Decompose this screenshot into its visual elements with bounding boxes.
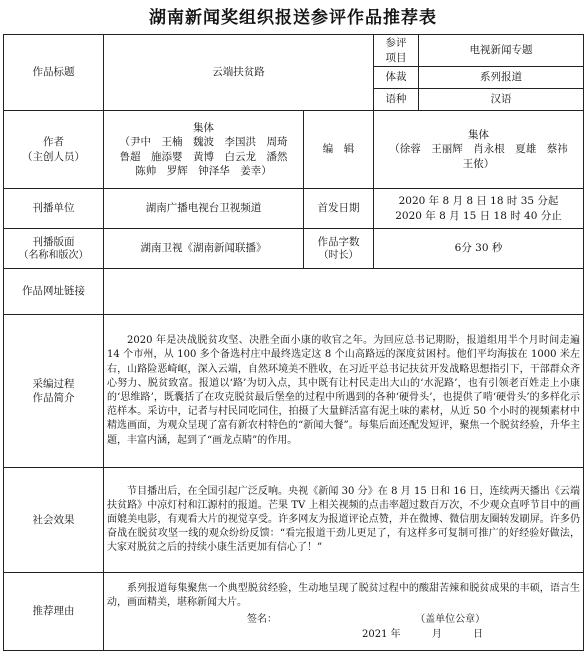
signature-block bbox=[107, 613, 580, 641]
editor-value-cell bbox=[374, 111, 584, 189]
effect-label: 社会效果 bbox=[4, 468, 104, 573]
entry-item-label: 参评 项目 bbox=[374, 35, 419, 67]
genre-label: 体裁 bbox=[374, 67, 419, 89]
process-text: 2020 年是决战脱贫攻坚、决胜全面小康的收官之年。为回应总书记期盼，报道组用半个月时间走遍 14 个市州，从 100 多个备选村庄中最终选定这 8 个山高路远的深度贫困村。他们平均海拔在 1000 米左右，山路险恶崎岖，深入云端，自然环境美不胜收，在习近平总书记扶贫开发战略思想指引下，干部群众齐心努力、脱贫致富。报道以‘路’为切入点，其中既有让村民走出大山的‘水泥路’，也有引领老百姓走上小康的‘思维路’，既囊括了在攻克脱贫最后堡垒的过程中所遇到的各种‘硬骨头’，也提供了啃‘硬骨头’的多样化示范样本。采访中，记者与村民同吃同住，拍摄了大量鲜活富有泥土味的素材，从近 50 个小时的视频素材中精选画面，为观众呈现了富有新农村特色的“新闻大餐”。每集后面还配发短评，聚焦一个脱贫经验，升华主题，丰富内涵，起到了“画龙点睛”的作用。 bbox=[107, 335, 580, 446]
entry-item-value: 电视新闻专题 bbox=[419, 35, 584, 67]
sign-label: 签名： bbox=[247, 614, 277, 626]
recommendation-form bbox=[3, 34, 584, 651]
word-count-label: 作品字数 bbox=[317, 235, 360, 248]
publish-page-label-sub: （名称和版次） bbox=[18, 249, 89, 261]
word-count-label-cell bbox=[304, 229, 374, 269]
author-value-cell bbox=[104, 111, 304, 189]
sign-year: 2021 年 bbox=[362, 628, 401, 640]
editor-names: （徐蓉 王丽辉 肖永根 夏雄 蔡祎 王侬） bbox=[389, 143, 568, 170]
process-label: 采编过程 作品简介 bbox=[4, 315, 104, 468]
genre-value: 系列报道 bbox=[419, 67, 584, 89]
effect-cell bbox=[104, 468, 584, 573]
language-label: 语种 bbox=[374, 89, 419, 111]
author-label-cell bbox=[4, 111, 104, 189]
effect-text: 节目播出后，在全国引起广泛反响。央视《新闻 30 分》在 8 月 15 日和 16 日，连续两天播出《云端扶贫路》中凉灯村和江源村的报道。芒果 TV 上相关视频的点击率超过数百万次，不少观众直呼节目中的画面媲美电影，有观看大片的视觉享受。许多网友为报道评论点赞，并在微博、微信朋友圈转发刷屏。许多仍奋战在脱贫攻坚一线的观众纷纷反馈：“看完报道干劲儿更足了，有这样多可复制可推广的好经验好做法，大家对脱贫之后的持续小康生活更加有信心了！” bbox=[107, 485, 580, 554]
author-label-sub: （主创人员） bbox=[22, 150, 85, 163]
word-count-value: 6分 30 秒 bbox=[374, 229, 584, 269]
process-cell bbox=[104, 315, 584, 468]
work-title-label: 作品标题 bbox=[4, 35, 104, 111]
publish-page-label: 刊播版面 bbox=[32, 235, 75, 248]
sign-day: 日 bbox=[473, 628, 484, 640]
author-names: （尹中 王楠 魏波 李国洪 周琦 鲁超 施添婴 黄博 白云龙 潘然 陈帅 罗辉 钟泽华 姜幸） bbox=[119, 136, 288, 177]
stamp-label: （盖单位公章） bbox=[415, 614, 486, 626]
first-date-label: 首发日期 bbox=[304, 189, 374, 229]
url-label: 作品网址链接 bbox=[4, 269, 104, 315]
publish-page-value: 湖南卫视《湖南新闻联播》 bbox=[104, 229, 304, 269]
first-date-end: 2020 年 8 月 15 日 18 时 40 分止 bbox=[395, 209, 562, 222]
editor-label: 编 辑 bbox=[304, 111, 374, 189]
word-count-label-sub: （时长） bbox=[318, 249, 359, 261]
publish-unit-label: 刊播单位 bbox=[4, 189, 104, 229]
page-title: 湖南新闻奖组织报送参评作品推荐表 bbox=[149, 8, 437, 28]
first-date-value-cell bbox=[374, 189, 584, 229]
publish-page-label-cell bbox=[4, 229, 104, 269]
work-title-value: 云端扶贫路 bbox=[104, 35, 374, 111]
sign-month: 月 bbox=[431, 628, 442, 640]
language-value: 汉语 bbox=[419, 89, 584, 111]
first-date-start: 2020 年 8 月 8 日 18 时 35 分起 bbox=[398, 195, 559, 208]
publish-unit-value: 湖南广播电视台卫视频道 bbox=[104, 189, 304, 229]
reason-label: 推荐理由 bbox=[4, 573, 104, 651]
author-label: 作者 bbox=[43, 136, 64, 149]
reason-text: 系列报道每集聚焦一个典型脱贫经验，生动地呈现了脱贫过程中的酸甜苦辣和脱贫成果的丰硕，语言生动，画面精美，堪称新闻大片。 bbox=[107, 582, 580, 608]
author-group: 集体 bbox=[193, 122, 214, 135]
editor-group: 集体 bbox=[468, 129, 489, 142]
reason-cell bbox=[104, 573, 584, 651]
url-value bbox=[104, 269, 584, 315]
